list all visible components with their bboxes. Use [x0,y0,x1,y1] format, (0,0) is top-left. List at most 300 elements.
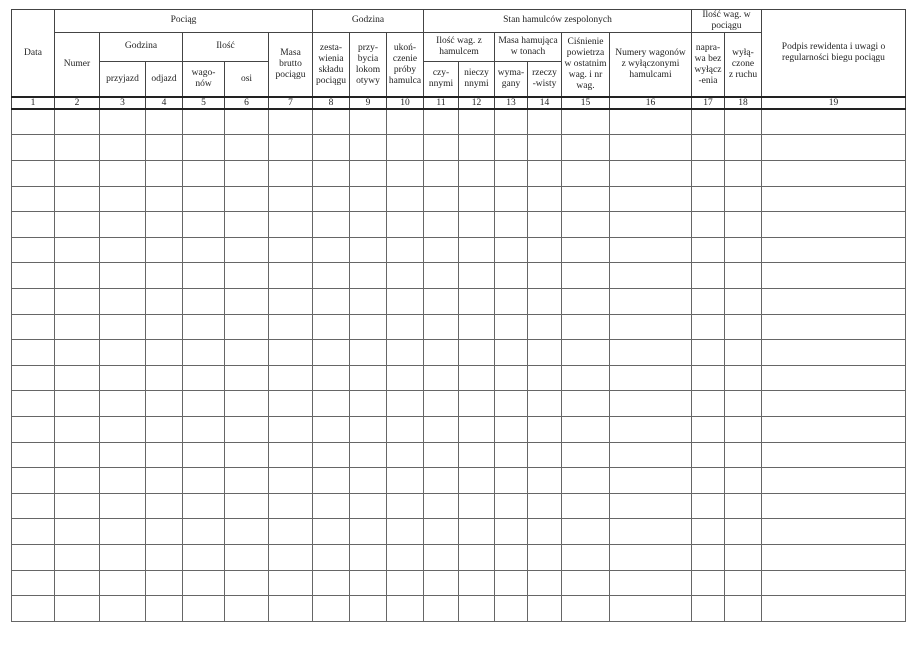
empty-cell[interactable] [55,365,100,391]
empty-cell[interactable] [269,186,313,212]
empty-cell[interactable] [350,416,387,442]
empty-cell[interactable] [424,468,459,494]
empty-cell[interactable] [55,493,100,519]
empty-cell[interactable] [762,442,906,468]
empty-cell[interactable] [225,212,269,238]
empty-cell[interactable] [100,263,146,289]
empty-cell[interactable] [762,570,906,596]
empty-cell[interactable] [12,570,55,596]
empty-cell[interactable] [459,340,495,366]
empty-cell[interactable] [350,340,387,366]
empty-cell[interactable] [725,289,762,315]
empty-cell[interactable] [225,570,269,596]
empty-cell[interactable] [100,544,146,570]
empty-cell[interactable] [225,468,269,494]
empty-cell[interactable] [313,391,350,417]
empty-cell[interactable] [762,544,906,570]
empty-cell[interactable] [313,544,350,570]
empty-cell[interactable] [562,263,610,289]
empty-cell[interactable] [495,519,528,545]
empty-cell[interactable] [183,212,225,238]
empty-cell[interactable] [225,493,269,519]
empty-cell[interactable] [183,519,225,545]
empty-cell[interactable] [225,442,269,468]
empty-cell[interactable] [692,442,725,468]
empty-cell[interactable] [610,314,692,340]
empty-cell[interactable] [387,135,424,161]
empty-cell[interactable] [495,212,528,238]
empty-cell[interactable] [762,237,906,263]
empty-cell[interactable] [55,391,100,417]
empty-cell[interactable] [146,109,183,135]
empty-cell[interactable] [610,442,692,468]
empty-cell[interactable] [350,237,387,263]
empty-cell[interactable] [350,391,387,417]
empty-cell[interactable] [424,493,459,519]
empty-cell[interactable] [55,442,100,468]
empty-cell[interactable] [55,212,100,238]
empty-cell[interactable] [692,365,725,391]
empty-cell[interactable] [12,186,55,212]
empty-cell[interactable] [562,161,610,187]
empty-cell[interactable] [562,468,610,494]
empty-cell[interactable] [225,519,269,545]
empty-cell[interactable] [313,468,350,494]
empty-cell[interactable] [459,365,495,391]
empty-cell[interactable] [528,263,562,289]
empty-cell[interactable] [528,340,562,366]
empty-cell[interactable] [12,596,55,622]
empty-cell[interactable] [495,442,528,468]
empty-cell[interactable] [459,263,495,289]
empty-cell[interactable] [146,289,183,315]
empty-cell[interactable] [692,570,725,596]
empty-cell[interactable] [183,135,225,161]
empty-cell[interactable] [495,493,528,519]
empty-cell[interactable] [100,212,146,238]
empty-cell[interactable] [183,109,225,135]
empty-cell[interactable] [269,519,313,545]
empty-cell[interactable] [350,468,387,494]
empty-cell[interactable] [55,186,100,212]
empty-cell[interactable] [387,109,424,135]
empty-cell[interactable] [100,391,146,417]
empty-cell[interactable] [225,109,269,135]
empty-cell[interactable] [725,442,762,468]
empty-cell[interactable] [459,314,495,340]
empty-cell[interactable] [100,596,146,622]
empty-cell[interactable] [610,519,692,545]
empty-cell[interactable] [459,570,495,596]
empty-cell[interactable] [225,340,269,366]
empty-cell[interactable] [12,468,55,494]
empty-cell[interactable] [313,416,350,442]
empty-cell[interactable] [528,186,562,212]
empty-cell[interactable] [269,314,313,340]
empty-cell[interactable] [55,314,100,340]
empty-cell[interactable] [725,570,762,596]
empty-cell[interactable] [528,468,562,494]
empty-cell[interactable] [610,416,692,442]
empty-cell[interactable] [610,237,692,263]
empty-cell[interactable] [495,314,528,340]
empty-cell[interactable] [387,263,424,289]
empty-cell[interactable] [562,289,610,315]
empty-cell[interactable] [146,340,183,366]
empty-cell[interactable] [225,314,269,340]
empty-cell[interactable] [225,544,269,570]
empty-cell[interactable] [55,519,100,545]
empty-cell[interactable] [692,161,725,187]
empty-cell[interactable] [562,186,610,212]
empty-cell[interactable] [725,468,762,494]
empty-cell[interactable] [424,186,459,212]
empty-cell[interactable] [692,544,725,570]
empty-cell[interactable] [269,289,313,315]
empty-cell[interactable] [424,314,459,340]
empty-cell[interactable] [350,212,387,238]
empty-cell[interactable] [269,596,313,622]
empty-cell[interactable] [146,391,183,417]
empty-cell[interactable] [225,289,269,315]
empty-cell[interactable] [12,340,55,366]
empty-cell[interactable] [313,570,350,596]
empty-cell[interactable] [225,365,269,391]
empty-cell[interactable] [762,391,906,417]
empty-cell[interactable] [692,519,725,545]
empty-cell[interactable] [692,391,725,417]
empty-cell[interactable] [269,442,313,468]
empty-cell[interactable] [725,391,762,417]
empty-cell[interactable] [692,468,725,494]
empty-cell[interactable] [55,570,100,596]
empty-cell[interactable] [387,237,424,263]
empty-cell[interactable] [183,570,225,596]
empty-cell[interactable] [459,237,495,263]
empty-cell[interactable] [146,212,183,238]
empty-cell[interactable] [459,468,495,494]
empty-cell[interactable] [610,135,692,161]
empty-cell[interactable] [146,263,183,289]
empty-cell[interactable] [350,263,387,289]
empty-cell[interactable] [762,161,906,187]
empty-cell[interactable] [562,519,610,545]
empty-cell[interactable] [100,493,146,519]
empty-cell[interactable] [528,416,562,442]
empty-cell[interactable] [459,544,495,570]
empty-cell[interactable] [692,416,725,442]
empty-cell[interactable] [225,263,269,289]
empty-cell[interactable] [528,109,562,135]
empty-cell[interactable] [100,289,146,315]
empty-cell[interactable] [459,135,495,161]
empty-cell[interactable] [269,212,313,238]
empty-cell[interactable] [424,263,459,289]
empty-cell[interactable] [12,237,55,263]
empty-cell[interactable] [692,237,725,263]
empty-cell[interactable] [562,365,610,391]
empty-cell[interactable] [387,340,424,366]
empty-cell[interactable] [424,416,459,442]
empty-cell[interactable] [725,314,762,340]
empty-cell[interactable] [269,493,313,519]
empty-cell[interactable] [424,596,459,622]
empty-cell[interactable] [12,442,55,468]
empty-cell[interactable] [146,237,183,263]
empty-cell[interactable] [562,109,610,135]
empty-cell[interactable] [495,135,528,161]
empty-cell[interactable] [610,186,692,212]
empty-cell[interactable] [495,340,528,366]
empty-cell[interactable] [762,289,906,315]
empty-cell[interactable] [313,519,350,545]
empty-cell[interactable] [100,314,146,340]
empty-cell[interactable] [269,340,313,366]
empty-cell[interactable] [146,468,183,494]
empty-cell[interactable] [562,493,610,519]
empty-cell[interactable] [313,340,350,366]
empty-cell[interactable] [725,237,762,263]
empty-cell[interactable] [424,340,459,366]
empty-cell[interactable] [146,570,183,596]
empty-cell[interactable] [725,416,762,442]
empty-cell[interactable] [387,212,424,238]
empty-cell[interactable] [424,570,459,596]
empty-cell[interactable] [225,596,269,622]
empty-cell[interactable] [562,544,610,570]
empty-cell[interactable] [495,109,528,135]
empty-cell[interactable] [562,237,610,263]
empty-cell[interactable] [424,519,459,545]
empty-cell[interactable] [387,289,424,315]
empty-cell[interactable] [146,186,183,212]
empty-cell[interactable] [459,289,495,315]
empty-cell[interactable] [692,135,725,161]
empty-cell[interactable] [183,237,225,263]
empty-cell[interactable] [610,289,692,315]
empty-cell[interactable] [459,186,495,212]
empty-cell[interactable] [269,468,313,494]
empty-cell[interactable] [459,212,495,238]
empty-cell[interactable] [55,468,100,494]
empty-cell[interactable] [313,237,350,263]
empty-cell[interactable] [269,544,313,570]
empty-cell[interactable] [350,186,387,212]
empty-cell[interactable] [762,135,906,161]
empty-cell[interactable] [350,596,387,622]
empty-cell[interactable] [495,161,528,187]
empty-cell[interactable] [610,340,692,366]
empty-cell[interactable] [12,544,55,570]
empty-cell[interactable] [459,493,495,519]
empty-cell[interactable] [725,212,762,238]
empty-cell[interactable] [313,289,350,315]
empty-cell[interactable] [528,493,562,519]
empty-cell[interactable] [183,416,225,442]
empty-cell[interactable] [183,186,225,212]
empty-cell[interactable] [762,212,906,238]
empty-cell[interactable] [495,596,528,622]
empty-cell[interactable] [313,314,350,340]
empty-cell[interactable] [562,391,610,417]
empty-cell[interactable] [725,596,762,622]
empty-cell[interactable] [528,237,562,263]
empty-cell[interactable] [424,365,459,391]
empty-cell[interactable] [692,340,725,366]
empty-cell[interactable] [725,340,762,366]
empty-cell[interactable] [562,340,610,366]
empty-cell[interactable] [692,289,725,315]
empty-cell[interactable] [12,212,55,238]
empty-cell[interactable] [387,416,424,442]
empty-cell[interactable] [55,237,100,263]
empty-cell[interactable] [610,570,692,596]
empty-cell[interactable] [459,596,495,622]
empty-cell[interactable] [313,493,350,519]
empty-cell[interactable] [350,289,387,315]
empty-cell[interactable] [183,365,225,391]
empty-cell[interactable] [528,391,562,417]
empty-cell[interactable] [610,596,692,622]
empty-cell[interactable] [183,391,225,417]
empty-cell[interactable] [528,596,562,622]
empty-cell[interactable] [313,109,350,135]
empty-cell[interactable] [528,442,562,468]
empty-cell[interactable] [692,263,725,289]
empty-cell[interactable] [692,314,725,340]
empty-cell[interactable] [495,263,528,289]
empty-cell[interactable] [55,289,100,315]
empty-cell[interactable] [725,519,762,545]
empty-cell[interactable] [762,340,906,366]
empty-cell[interactable] [100,519,146,545]
empty-cell[interactable] [350,161,387,187]
empty-cell[interactable] [100,570,146,596]
empty-cell[interactable] [313,442,350,468]
empty-cell[interactable] [146,314,183,340]
empty-cell[interactable] [55,135,100,161]
empty-cell[interactable] [692,186,725,212]
empty-cell[interactable] [100,442,146,468]
empty-cell[interactable] [387,519,424,545]
empty-cell[interactable] [100,237,146,263]
empty-cell[interactable] [495,416,528,442]
empty-cell[interactable] [562,570,610,596]
empty-cell[interactable] [269,365,313,391]
empty-cell[interactable] [12,289,55,315]
empty-cell[interactable] [610,263,692,289]
empty-cell[interactable] [495,544,528,570]
empty-cell[interactable] [269,263,313,289]
empty-cell[interactable] [762,263,906,289]
empty-cell[interactable] [528,519,562,545]
empty-cell[interactable] [725,263,762,289]
empty-cell[interactable] [562,416,610,442]
empty-cell[interactable] [269,237,313,263]
empty-cell[interactable] [12,263,55,289]
empty-cell[interactable] [725,493,762,519]
empty-cell[interactable] [610,212,692,238]
empty-cell[interactable] [183,289,225,315]
empty-cell[interactable] [12,161,55,187]
empty-cell[interactable] [313,135,350,161]
empty-cell[interactable] [424,289,459,315]
empty-cell[interactable] [350,109,387,135]
empty-cell[interactable] [269,416,313,442]
empty-cell[interactable] [725,109,762,135]
empty-cell[interactable] [528,212,562,238]
empty-cell[interactable] [350,135,387,161]
empty-cell[interactable] [183,468,225,494]
empty-cell[interactable] [146,416,183,442]
empty-cell[interactable] [387,544,424,570]
empty-cell[interactable] [762,596,906,622]
empty-cell[interactable] [225,237,269,263]
empty-cell[interactable] [12,109,55,135]
empty-cell[interactable] [387,596,424,622]
empty-cell[interactable] [495,468,528,494]
empty-cell[interactable] [725,544,762,570]
empty-cell[interactable] [387,468,424,494]
empty-cell[interactable] [762,416,906,442]
empty-cell[interactable] [100,365,146,391]
empty-cell[interactable] [762,314,906,340]
empty-cell[interactable] [528,544,562,570]
empty-cell[interactable] [313,161,350,187]
empty-cell[interactable] [146,493,183,519]
empty-cell[interactable] [424,544,459,570]
empty-cell[interactable] [146,442,183,468]
empty-cell[interactable] [387,161,424,187]
empty-cell[interactable] [350,493,387,519]
empty-cell[interactable] [183,161,225,187]
empty-cell[interactable] [387,570,424,596]
empty-cell[interactable] [146,365,183,391]
empty-cell[interactable] [387,186,424,212]
empty-cell[interactable] [610,391,692,417]
empty-cell[interactable] [146,544,183,570]
empty-cell[interactable] [269,161,313,187]
empty-cell[interactable] [146,135,183,161]
empty-cell[interactable] [424,442,459,468]
empty-cell[interactable] [424,135,459,161]
empty-cell[interactable] [692,596,725,622]
empty-cell[interactable] [313,596,350,622]
empty-cell[interactable] [459,161,495,187]
empty-cell[interactable] [610,109,692,135]
empty-cell[interactable] [269,109,313,135]
empty-cell[interactable] [528,570,562,596]
empty-cell[interactable] [350,442,387,468]
empty-cell[interactable] [100,340,146,366]
empty-cell[interactable] [183,544,225,570]
empty-cell[interactable] [528,135,562,161]
empty-cell[interactable] [100,416,146,442]
empty-cell[interactable] [100,161,146,187]
empty-cell[interactable] [495,289,528,315]
empty-cell[interactable] [12,519,55,545]
empty-cell[interactable] [424,212,459,238]
empty-cell[interactable] [225,135,269,161]
empty-cell[interactable] [692,212,725,238]
empty-cell[interactable] [424,161,459,187]
empty-cell[interactable] [424,109,459,135]
empty-cell[interactable] [183,596,225,622]
empty-cell[interactable] [12,365,55,391]
empty-cell[interactable] [225,391,269,417]
empty-cell[interactable] [55,109,100,135]
empty-cell[interactable] [562,135,610,161]
